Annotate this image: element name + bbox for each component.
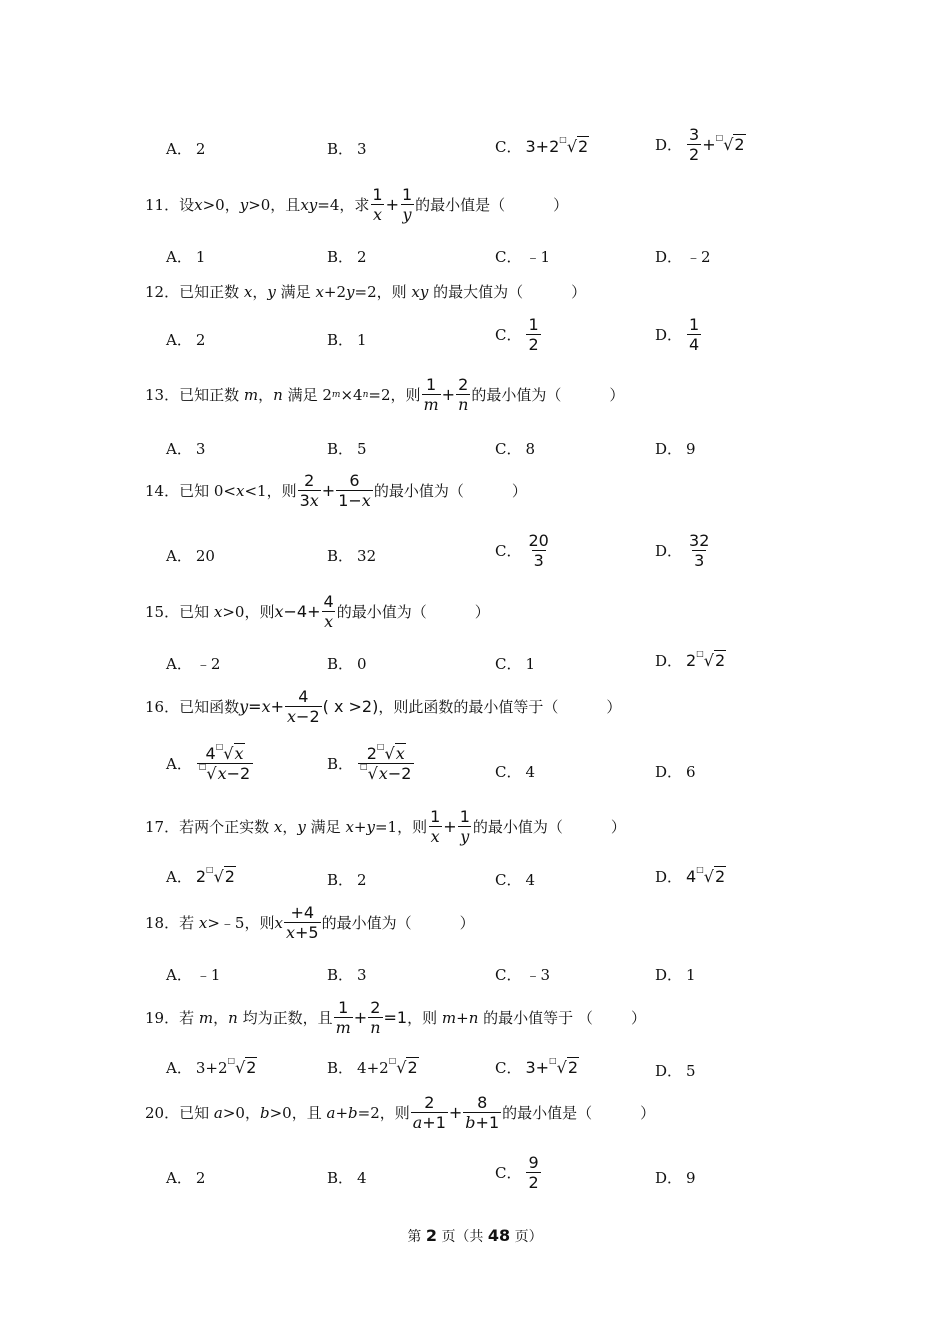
q18-option-c: C． ﹣3 — [495, 966, 551, 984]
q20-option-d: D． 9 — [655, 1168, 696, 1187]
q14-option-d: D． $\frac{32}{3}$ — [655, 531, 710, 570]
q15-option-c: C． 1 — [495, 654, 536, 673]
q16-option-b: B． $\frac{2^□√x}{^□√x-2}$ — [327, 745, 415, 782]
q18-option-d: D． 1 — [655, 965, 696, 984]
q20-option-b: B． 4 — [327, 1168, 367, 1187]
q20-option-c: C． $\frac{9}{2}$ — [495, 1153, 539, 1192]
question-15: 15． 已知 x >0，则 x −4+ $\frac{4}{x}$ 的最小值为（ ） — [145, 592, 490, 631]
question-20: 20． 已知 a >0， b >0，且 a + b =2，则 $\frac{2}{a+1}$ + $\frac{8}{b+1}$ 的最小值是（ ） — [145, 1093, 656, 1132]
question-13: 13． 已知正数 m ， n 满足 2 m ×4 n =2，则 $\frac{1}{m}$ + $\frac{2}{n}$ 的最小值为（ ） — [145, 375, 625, 414]
q13-option-a: A． 3 — [166, 439, 206, 458]
question-12: 12． 已知正数 x ， y 满足 x +2 y =2，则 xy 的最大值为（ ） — [145, 282, 587, 301]
page-footer: 第 2 页（共 48 页） — [407, 1226, 543, 1245]
q13-option-d: D． 9 — [655, 439, 696, 458]
q12-option-b: B． 1 — [327, 330, 367, 349]
q13-option-c: C． 8 — [495, 439, 536, 458]
page-total: 48 — [487, 1226, 511, 1245]
question-11: 11． 设 x >0， y >0，且 xy =4，求 $\frac{1}{x}$ + $\frac{1}{y}$ 的最小值是（ ） — [145, 185, 569, 224]
q15-option-d: D． 2 □√2 — [655, 649, 726, 670]
question-17: 17． 若两个正实数 x ， y 满足 x + y =1，则 $\frac{1}{x}$ + $\frac{1}{y}$ 的最小值为（ ） — [145, 807, 626, 846]
q10-option-c: C． 3+2 □√2 — [495, 135, 589, 156]
q19-option-d: D． 5 — [655, 1061, 696, 1080]
q11-option-c: C． ﹣1 — [495, 248, 551, 266]
q11-option-a: A． 1 — [166, 247, 206, 266]
q14-option-a: A． 20 — [166, 546, 215, 565]
q19-option-a: A． 3+2 □√2 — [166, 1056, 257, 1077]
q15-option-b: B． 0 — [327, 654, 367, 673]
q18-option-a: A． ﹣1 — [166, 966, 221, 984]
q16-option-c: C． 4 — [495, 762, 536, 781]
question-19: 19． 若 m ， n 均为正数，且 $\frac{1}{m}$ + $\frac{2}{n}$ =1 ，则 m + n 的最小值等于 （ ） — [145, 998, 646, 1037]
question-14: 14． 已知 0< x <1，则 $\frac{2}{3x}$ + $\frac{6}{1-x}$ 的最小值为（ ） — [145, 471, 527, 510]
q12-option-c: C． $\frac{1}{2}$ — [495, 315, 539, 354]
q13-option-b: B． 5 — [327, 439, 367, 458]
q17-option-b: B． 2 — [327, 870, 367, 889]
q10-option-b: B． 3 — [327, 139, 367, 158]
q16-option-d: D． 6 — [655, 762, 696, 781]
q19-option-c: C． 3+ □√2 — [495, 1056, 579, 1077]
q18-option-b: B． 3 — [327, 965, 367, 984]
q17-option-c: C． 4 — [495, 870, 536, 889]
q12-option-a: A． 2 — [166, 330, 206, 349]
q10-option-d: D． $\frac{3}{2}$ + □√2 — [655, 125, 745, 164]
q10-option-a: A． 2 — [166, 139, 206, 158]
q14-option-c: C． $\frac{20}{3}$ — [495, 531, 549, 570]
question-18: 18． 若 x >﹣5，则 x $\frac{+4}{x+5}$ 的最小值为（ ） — [145, 903, 475, 942]
q16-option-a: A． $\frac{4^□√x}{^□√x-2}$ — [166, 745, 254, 782]
q11-option-d: D． ﹣2 — [655, 248, 711, 266]
q20-option-a: A． 2 — [166, 1168, 206, 1187]
page-number: 2 — [425, 1226, 437, 1245]
q15-option-a: A． ﹣2 — [166, 655, 221, 673]
question-16: 16． 已知函数 y = x + $\frac{4}{x-2}$ ( x >2) ，则此函数的最小值等于（ ） — [145, 687, 622, 726]
q11-option-b: B． 2 — [327, 247, 367, 266]
q12-option-d: D． $\frac{1}{4}$ — [655, 315, 700, 354]
q19-option-b: B． 4+2 □√2 — [327, 1056, 418, 1077]
q14-option-b: B． 32 — [327, 546, 377, 565]
q17-option-d: D． 4 □√2 — [655, 865, 726, 886]
q17-option-a: A． 2 □√2 — [166, 865, 235, 886]
